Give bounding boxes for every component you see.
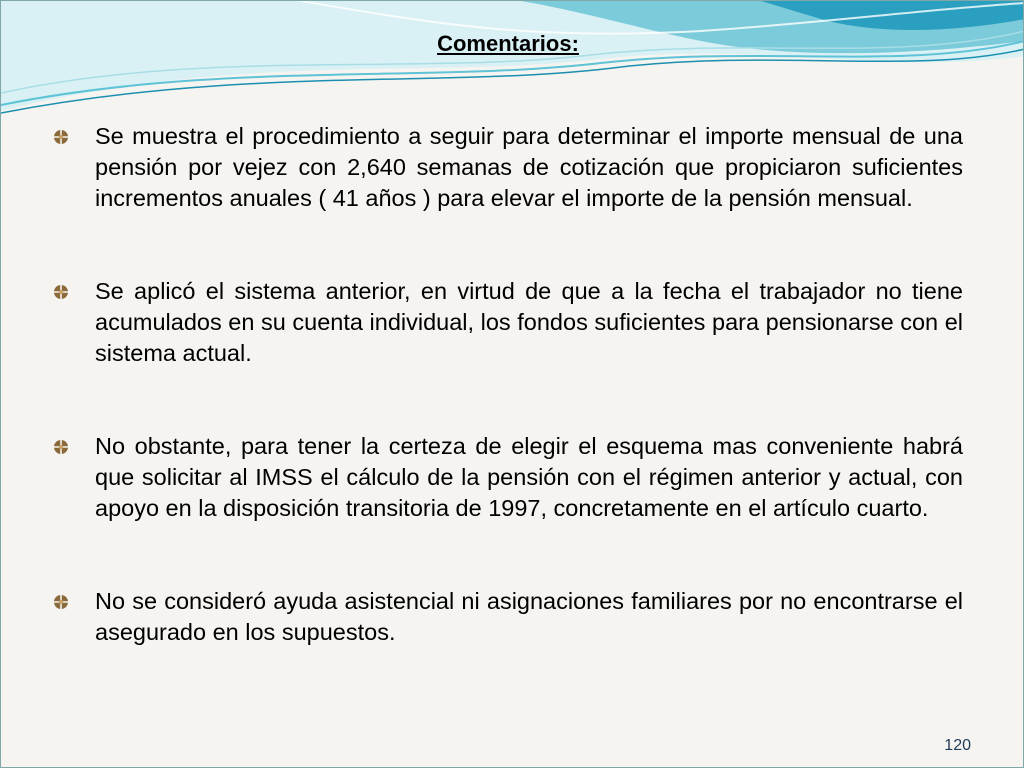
bullet-diamond-icon [53,594,69,610]
bullet-text: Se aplicó el sistema anterior, en virtud de que a la fecha el trabajador no tiene acumulados en su cuenta individual, los fondos suficientes para pensionarse con el sistema actual. [95,278,963,366]
bullet-item [53,121,963,214]
header-wave-decoration [1,1,1024,121]
slide-title: Comentarios: [437,31,579,56]
bullet-diamond-icon [53,129,69,145]
bullet-diamond-icon [53,284,69,300]
page-number: 120 [944,737,971,754]
bullet-text: Se muestra el procedimiento a seguir para determinar el importe mensual de una pensión por vejez con 2,640 semanas de cotización que propiciaron suficientes incrementos anuales ( 41 años ) para elevar el importe de la pensión mensual. [95,123,963,211]
bullet-text: No se consideró ayuda asistencial ni asignaciones familiares por no encontrarse el asegurado en los supuestos. [95,588,963,645]
bullet-item [53,431,963,524]
bullet-item [53,276,963,369]
bullet-diamond-icon [53,439,69,455]
bullet-item [53,586,963,648]
bullet-text: No obstante, para tener la certeza de elegir el esquema mas conveniente habrá que solicitar al IMSS el cálculo de la pensión con el régimen anterior y actual, con apoyo en la disposición transitoria de 1997, concretamente en el artículo cuarto. [95,433,963,521]
bullet-list [53,121,963,710]
